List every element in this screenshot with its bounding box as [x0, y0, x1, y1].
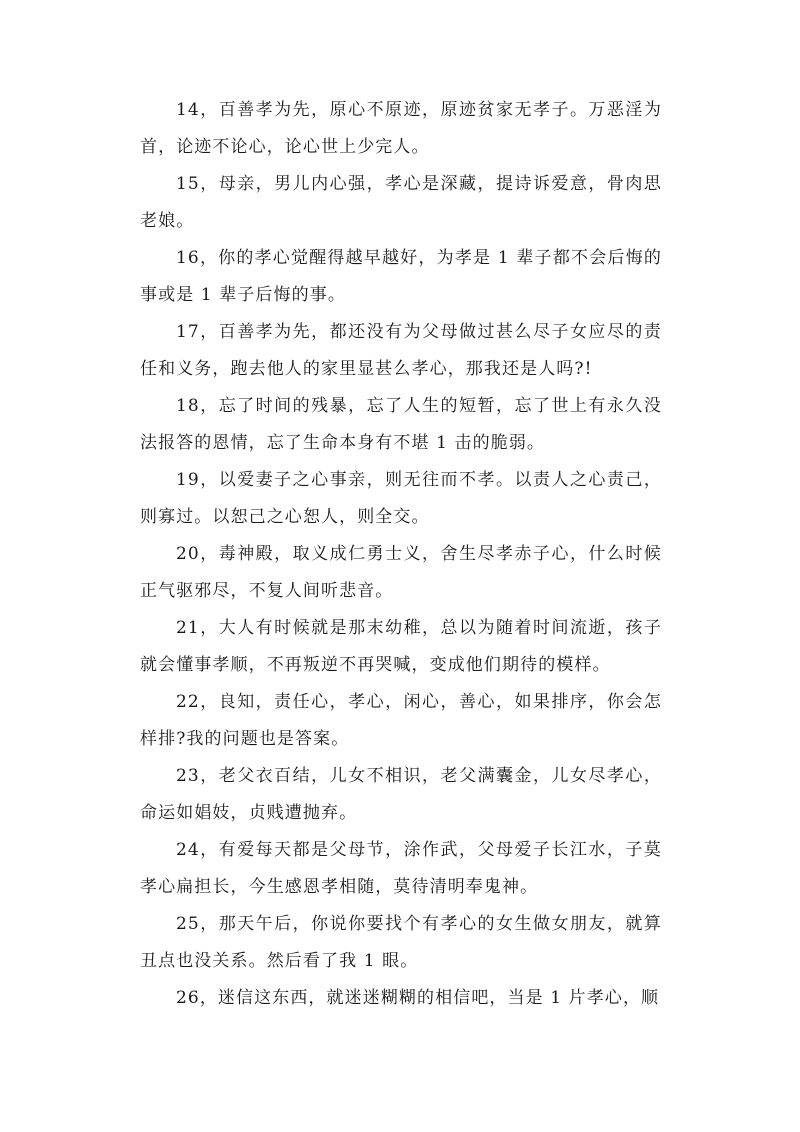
paragraph-26: 26，迷信这东西，就迷迷糊糊的相信吧，当是 1 片孝心，顺: [176, 988, 660, 1008]
paragraph-23: 23，老父衣百结，儿女不相识，老父满囊金，儿女尽孝心，命运如娼妓，贞贱遭抛弃。: [140, 766, 662, 823]
paragraph-21: 21，大人有时候就是那末幼稚，总以为随着时间流逝，孩子就会懂事孝顺，不再叛逆不再哭喊，变成他们期待的模样。: [140, 618, 662, 675]
paragraph-24: 24，有爱每天都是父母节，涂作武，父母爱子长江水，子莫孝心扁担长，今生感恩孝相随，莫待清明奉鬼神。: [140, 840, 662, 897]
paragraph-16: 16，你的孝心觉醒得越早越好，为孝是 1 辈子都不会后悔的事或是 1 辈子后悔的事。: [140, 248, 662, 305]
document-body: [140, 92, 662, 1017]
paragraph-19: 19，以爱妻子之心事亲，则无往而不孝。以责人之心责己，则寡过。以恕己之心恕人，则全交。: [140, 470, 662, 527]
paragraph-14: 14，百善孝为先，原心不原迹，原迹贫家无孝子。万恶淫为首，论迹不论心，论心世上少完人。: [140, 100, 662, 157]
paragraph-20: 20，毒神殿，取义成仁勇士义，舍生尽孝赤子心，什么时候正气驱邪尽，不复人间听悲音。: [140, 544, 662, 601]
paragraph-17: 17，百善孝为先，都还没有为父母做过甚么尽子女应尽的责任和义务，跑去他人的家里显甚么孝心，那我还是人吗?!: [140, 322, 662, 379]
paragraph-25: 25，那天午后，你说你要找个有孝心的女生做女朋友，就算丑点也没关系。然后看了我 1 眼。: [140, 914, 662, 971]
paragraph-15: 15，母亲，男儿内心强，孝心是深藏，提诗诉爱意，骨肉思老娘。: [140, 174, 662, 231]
paragraph-18: 18，忘了时间的残暴，忘了人生的短暂，忘了世上有永久没法报答的恩情，忘了生命本身有不堪 1 击的脆弱。: [140, 396, 662, 453]
paragraph-22: 22，良知，责任心，孝心，闲心，善心，如果排序，你会怎样排?我的问题也是答案。: [140, 692, 662, 749]
